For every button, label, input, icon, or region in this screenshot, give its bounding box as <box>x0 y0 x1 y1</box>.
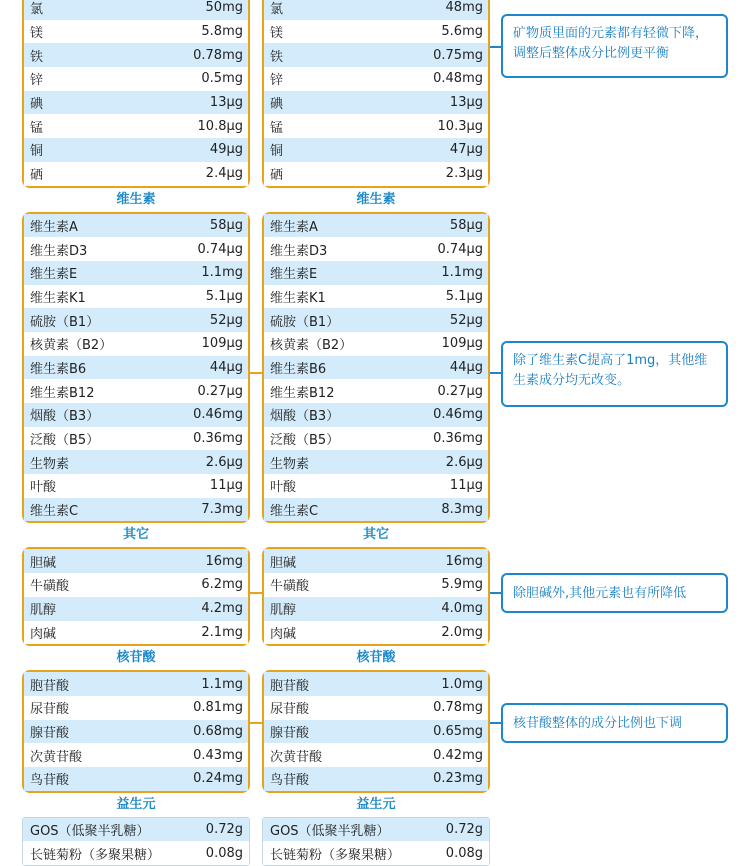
nutrient-value: 5.8mg <box>201 24 243 40</box>
nutrient-row <box>24 261 248 285</box>
nutrient-row <box>264 450 488 474</box>
nutrient-value: 5.6mg <box>441 24 483 40</box>
nutrient-group <box>262 817 490 866</box>
nutrient-value: 0.36mg <box>193 431 243 447</box>
nutrient-value: 44μg <box>449 359 483 375</box>
nutrient-row <box>24 573 248 597</box>
nutrient-row <box>264 91 488 115</box>
nutrient-value: 58μg <box>209 217 243 233</box>
nutrient-row <box>24 162 248 186</box>
nutrient-name: 鸟苷酸 <box>30 773 70 789</box>
link-vitamins <box>490 372 501 374</box>
nutrient-name: 镁 <box>30 26 44 42</box>
nutrient-name: 铜 <box>270 144 284 160</box>
nutrient-row <box>264 43 488 67</box>
nutrient-name: 牛磺酸 <box>270 579 310 595</box>
nutrient-value: 10.3μg <box>437 118 483 134</box>
nutrient-row <box>24 237 248 261</box>
nutrient-name: 维生素B6 <box>270 361 327 377</box>
nutrient-row <box>264 427 488 451</box>
nutrient-name: 鸟苷酸 <box>270 773 310 789</box>
nutrient-name: 碘 <box>30 97 44 113</box>
annotation-vitamins: 除了维生素C提高了1mg，其他维生素成分均无改变。 <box>501 341 728 407</box>
nutrient-name: 维生素E <box>30 267 78 283</box>
nutrient-name: 硒 <box>270 168 284 184</box>
nutrient-row <box>23 841 249 865</box>
nutrient-value: 13μg <box>449 95 483 111</box>
nutrient-row <box>24 138 248 162</box>
nutrient-value: 0.5mg <box>201 71 243 87</box>
nutrient-name: 维生素D3 <box>270 243 328 259</box>
annotation-minerals: 矿物质里面的元素都有轻微下降，调整后整体成分比例更平衡 <box>501 14 728 78</box>
nutrient-name: 泛酸（B5） <box>270 433 340 449</box>
nutrient-value: 0.27μg <box>197 383 243 399</box>
nutrient-value: 2.1mg <box>201 624 243 640</box>
nutrient-row <box>264 237 488 261</box>
nutrient-value: 58μg <box>449 217 483 233</box>
section-title: 益生元 <box>116 796 156 812</box>
nutrient-name: 生物素 <box>270 456 310 472</box>
nutrient-value: 109μg <box>201 336 243 352</box>
nutrient-row <box>24 67 248 91</box>
nutrient-row <box>264 332 488 356</box>
section-title: 维生素 <box>116 191 156 207</box>
section-title: 益生元 <box>356 796 396 812</box>
nutrient-name: 硫胺（B1） <box>30 314 100 330</box>
annotation-nucleotides: 核苷酸整体的成分比例也下调 <box>501 703 728 743</box>
nutrient-name: 生物素 <box>30 456 70 472</box>
nutrient-row <box>24 332 248 356</box>
nutrient-name: 维生素E <box>270 267 318 283</box>
nutrient-name: 铁 <box>270 49 284 65</box>
highlighted-group <box>22 212 250 524</box>
nutrient-name: 维生素B12 <box>30 385 95 401</box>
nutrient-row <box>24 379 248 403</box>
nutrient-row <box>264 20 488 44</box>
nutrient-value: 7.3mg <box>201 502 243 518</box>
nutrient-row <box>264 379 488 403</box>
nutrient-value: 4.0mg <box>441 601 483 617</box>
nutrient-name: 维生素A <box>270 219 318 235</box>
highlighted-group <box>22 670 250 792</box>
nutrient-row <box>264 573 488 597</box>
nutrient-value: 0.24mg <box>193 771 243 787</box>
nutrient-name: 维生素K1 <box>30 290 86 306</box>
nutrient-value: 11μg <box>449 478 483 494</box>
nutrient-value: 16mg <box>205 553 243 569</box>
nutrient-row <box>263 818 489 842</box>
nutrient-value: 0.78mg <box>433 700 483 716</box>
nutrient-name: 硒 <box>30 168 44 184</box>
nutrient-value: 8.3mg <box>441 502 483 518</box>
nutrient-row <box>264 356 488 380</box>
nutrient-value: 0.74μg <box>197 241 243 257</box>
link-nucleotides <box>490 722 501 724</box>
nutrient-value: 0.42mg <box>433 747 483 763</box>
nutrient-row <box>264 767 488 791</box>
nutrient-value: 1.1mg <box>201 676 243 692</box>
nutrient-value: 2.4μg <box>205 166 243 182</box>
nutrient-row <box>263 841 489 865</box>
nutrient-name: 腺苷酸 <box>270 725 310 741</box>
nutrient-row <box>24 43 248 67</box>
nutrient-row <box>24 672 248 696</box>
section-title: 核苷酸 <box>356 650 396 666</box>
nutrient-name: 核黄素（B2） <box>30 338 113 354</box>
nutrient-value: 5.1μg <box>445 288 483 304</box>
nutrient-value: 0.08g <box>205 845 243 861</box>
nutrient-name: 氯 <box>30 2 44 18</box>
nutrient-row <box>264 138 488 162</box>
nutrient-value: 1.1mg <box>201 265 243 281</box>
nutrient-row <box>24 214 248 238</box>
nutrient-group <box>22 817 250 866</box>
nutrient-row <box>24 720 248 744</box>
right-column <box>262 0 490 866</box>
nutrient-row <box>24 743 248 767</box>
connector-nucleotides <box>250 722 262 724</box>
nutrient-row <box>24 356 248 380</box>
nutrient-name: 肌醇 <box>270 603 297 619</box>
nutrient-name: 维生素A <box>30 219 78 235</box>
nutrient-row <box>264 696 488 720</box>
nutrient-row <box>24 549 248 573</box>
nutrient-row <box>24 91 248 115</box>
nutrient-name: 胞苷酸 <box>30 678 70 694</box>
nutrient-name: 胆碱 <box>270 555 297 571</box>
nutrient-name: 铁 <box>30 49 44 65</box>
nutrient-value: 0.81mg <box>193 700 243 716</box>
nutrient-row <box>264 743 488 767</box>
highlighted-group <box>22 547 250 646</box>
nutrient-name: 肉碱 <box>270 626 297 642</box>
nutrient-name: 维生素C <box>30 504 79 520</box>
nutrient-value: 2.6μg <box>205 454 243 470</box>
nutrient-name: 维生素K1 <box>270 290 326 306</box>
nutrient-name: 锰 <box>270 120 284 136</box>
nutrient-row <box>24 450 248 474</box>
nutrient-value: 16mg <box>445 553 483 569</box>
nutrient-name: 烟酸（B3） <box>270 409 340 425</box>
nutrient-value: 2.0mg <box>441 624 483 640</box>
nutrient-value: 0.36mg <box>433 431 483 447</box>
nutrient-name: 叶酸 <box>30 480 57 496</box>
nutrient-row <box>24 20 248 44</box>
nutrient-name: 碘 <box>270 97 284 113</box>
nutrient-value: 0.43mg <box>193 747 243 763</box>
nutrient-row <box>264 597 488 621</box>
nutrient-value: 0.46mg <box>193 407 243 423</box>
nutrient-value: 47μg <box>449 142 483 158</box>
nutrient-value: 11μg <box>209 478 243 494</box>
nutrient-row <box>264 308 488 332</box>
nutrient-name: 氯 <box>270 2 284 18</box>
nutrient-name: 腺苷酸 <box>30 725 70 741</box>
left-column <box>22 0 250 866</box>
highlighted-group <box>262 547 490 646</box>
nutrient-value: 0.78mg <box>193 47 243 63</box>
nutrient-row <box>264 67 488 91</box>
nutrient-value: 1.0mg <box>441 676 483 692</box>
nutrient-value: 2.3μg <box>445 166 483 182</box>
nutrient-row <box>24 597 248 621</box>
nutrient-value: 0.48mg <box>433 71 483 87</box>
nutrient-row <box>264 720 488 744</box>
nutrient-name: 维生素B12 <box>270 385 335 401</box>
nutrient-row <box>23 818 249 842</box>
nutrient-value: 10.8μg <box>197 118 243 134</box>
nutrient-row <box>24 696 248 720</box>
nutrient-name: 胆碱 <box>30 555 57 571</box>
nutrient-value: 50mg <box>205 0 243 16</box>
nutrient-row <box>264 672 488 696</box>
nutrient-value: 0.08g <box>445 845 483 861</box>
nutrient-name: 次黄苷酸 <box>270 749 323 765</box>
highlighted-group <box>262 670 490 792</box>
nutrient-row <box>264 549 488 573</box>
nutrient-value: 52μg <box>209 312 243 328</box>
nutrient-value: 44μg <box>209 359 243 375</box>
section-title: 维生素 <box>356 191 396 207</box>
nutrient-name: 维生素D3 <box>30 243 88 259</box>
nutrient-value: 48mg <box>445 0 483 16</box>
nutrient-row <box>264 114 488 138</box>
nutrient-name: 烟酸（B3） <box>30 409 100 425</box>
nutrient-row <box>264 0 488 20</box>
section-title: 其它 <box>122 527 149 543</box>
nutrient-name: 长链菊粉（多聚果糖） <box>270 847 401 863</box>
nutrient-name: 尿苷酸 <box>270 702 310 718</box>
nutrient-name: 核黄素（B2） <box>270 338 353 354</box>
nutrient-value: 1.1mg <box>441 265 483 281</box>
nutrient-value: 0.68mg <box>193 723 243 739</box>
nutrient-name: 胞苷酸 <box>270 678 310 694</box>
nutrient-value: 109μg <box>441 336 483 352</box>
nutrient-row <box>264 498 488 522</box>
nutrient-name: 锰 <box>30 120 44 136</box>
nutrient-name: 维生素C <box>270 504 319 520</box>
section-title: 其它 <box>362 527 389 543</box>
nutrient-value: 5.1μg <box>205 288 243 304</box>
nutrient-row <box>264 162 488 186</box>
nutrient-row <box>264 474 488 498</box>
nutrient-value: 0.23mg <box>433 771 483 787</box>
nutrient-name: GOS（低聚半乳糖） <box>270 823 390 839</box>
nutrient-row <box>24 474 248 498</box>
annotation-others: 除胆碱外,其他元素也有所降低 <box>501 573 728 613</box>
nutrient-row <box>24 498 248 522</box>
nutrient-row <box>264 403 488 427</box>
connector-others <box>250 592 262 594</box>
highlighted-group <box>262 0 490 188</box>
nutrient-name: 次黄苷酸 <box>30 749 83 765</box>
nutrient-row <box>264 261 488 285</box>
nutrient-row <box>264 285 488 309</box>
nutrient-row <box>264 214 488 238</box>
nutrient-name: 肌醇 <box>30 603 57 619</box>
nutrient-row <box>24 427 248 451</box>
nutrient-row <box>24 0 248 20</box>
link-others <box>490 592 501 594</box>
nutrient-row <box>24 403 248 427</box>
nutrient-name: 铜 <box>30 144 44 160</box>
nutrient-value: 0.27μg <box>437 383 483 399</box>
nutrient-value: 4.2mg <box>201 601 243 617</box>
nutrient-value: 0.74μg <box>437 241 483 257</box>
nutrient-value: 6.2mg <box>201 577 243 593</box>
nutrient-value: 0.75mg <box>433 47 483 63</box>
nutrient-name: 牛磺酸 <box>30 579 70 595</box>
nutrient-value: 13μg <box>209 95 243 111</box>
nutrient-name: 锌 <box>30 73 44 89</box>
nutrient-value: 0.46mg <box>433 407 483 423</box>
section-title: 核苷酸 <box>116 650 156 666</box>
link-minerals <box>490 46 501 48</box>
nutrient-name: 维生素B6 <box>30 361 87 377</box>
nutrient-row <box>24 621 248 645</box>
nutrient-value: 5.9mg <box>441 577 483 593</box>
nutrient-row <box>24 308 248 332</box>
nutrient-value: 0.65mg <box>433 723 483 739</box>
nutrient-name: 叶酸 <box>270 480 297 496</box>
nutrient-row <box>24 114 248 138</box>
nutrient-value: 52μg <box>449 312 483 328</box>
nutrient-name: 锌 <box>270 73 284 89</box>
nutrient-row <box>24 767 248 791</box>
nutrient-value: 0.72g <box>205 821 243 837</box>
nutrient-name: 硫胺（B1） <box>270 314 340 330</box>
nutrient-name: 镁 <box>270 26 284 42</box>
highlighted-group <box>262 212 490 524</box>
nutrient-value: 0.72g <box>445 821 483 837</box>
nutrient-name: GOS（低聚半乳糖） <box>30 823 150 839</box>
nutrient-name: 尿苷酸 <box>30 702 70 718</box>
highlighted-group <box>22 0 250 188</box>
nutrient-row <box>24 285 248 309</box>
nutrient-value: 2.6μg <box>445 454 483 470</box>
nutrient-value: 49μg <box>209 142 243 158</box>
nutrient-row <box>264 621 488 645</box>
connector-vitamins <box>250 372 262 374</box>
nutrient-name: 肉碱 <box>30 626 57 642</box>
nutrient-name: 泛酸（B5） <box>30 433 100 449</box>
nutrient-name: 长链菊粉（多聚果糖） <box>30 847 161 863</box>
